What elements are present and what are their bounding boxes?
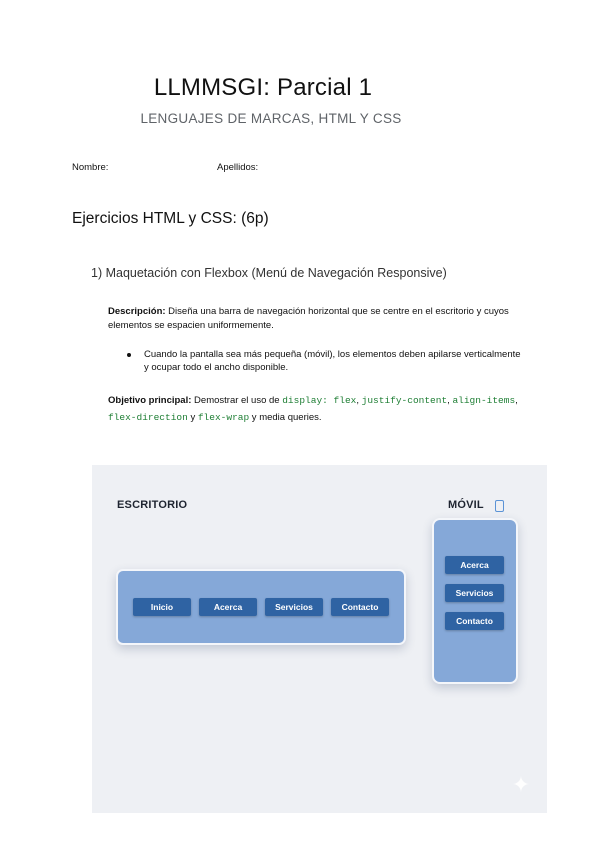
desktop-nav-contacto: Contacto [331, 598, 389, 616]
nombre-label: Nombre: [72, 162, 109, 173]
objective-paragraph [108, 392, 528, 426]
code-display-flex: display: flex [282, 395, 357, 406]
code-flex-wrap: flex-wrap [197, 412, 250, 423]
code-flex-direction: flex-direction [108, 412, 188, 423]
objective-label: Objetivo principal: [108, 395, 192, 406]
desktop-navbar [116, 569, 406, 645]
bullet-dot-icon [127, 353, 131, 357]
desktop-label: ESCRITORIO [117, 499, 188, 511]
mobile-nav-acerca: Acerca [445, 556, 504, 574]
section-heading: Ejercicios HTML y CSS: (6p) [72, 210, 269, 227]
phone-icon [495, 500, 504, 512]
separator: , [356, 395, 362, 406]
document-title: LLMMSGI: Parcial 1 [153, 74, 373, 101]
apellidos-label: Apellidos: [217, 162, 259, 173]
description-paragraph [108, 305, 518, 332]
code-align-items: align-items [452, 395, 516, 406]
mobile-navbar [432, 518, 518, 684]
mobile-nav-contacto: Contacto [445, 612, 504, 630]
mobile-nav-servicios: Servicios [445, 584, 504, 602]
desktop-nav-servicios: Servicios [265, 598, 323, 616]
document-subtitle: LENGUAJES DE MARCAS, HTML Y CSS [140, 111, 402, 126]
description-label: Descripción: [108, 306, 166, 317]
mobile-label: MÓVIL [448, 499, 484, 511]
objective-prefix: Demostrar el uso de [191, 395, 283, 406]
bullet-text: Cuando la pantalla sea más pequeña (móvil), los elementos deben apilarse verticalmente y ocupar todo el ancho disponible. [144, 349, 521, 373]
separator: , [515, 395, 518, 406]
separator: , [447, 395, 453, 406]
desktop-nav-inicio: Inicio [133, 598, 191, 616]
navbar-illustration [92, 465, 547, 813]
separator: y [187, 412, 198, 423]
objective-suffix: y media queries. [249, 412, 322, 423]
exercise-heading: 1) Maquetación con Flexbox (Menú de Navegación Responsive) [91, 266, 447, 280]
description-text: Diseña una barra de navegación horizontal que se centre en el escritorio y cuyos elementos se espacien uniformemente. [108, 306, 509, 331]
sparkle-icon: ✦ [511, 772, 531, 797]
code-justify-content: justify-content [361, 395, 448, 406]
desktop-nav-acerca: Acerca [199, 598, 257, 616]
